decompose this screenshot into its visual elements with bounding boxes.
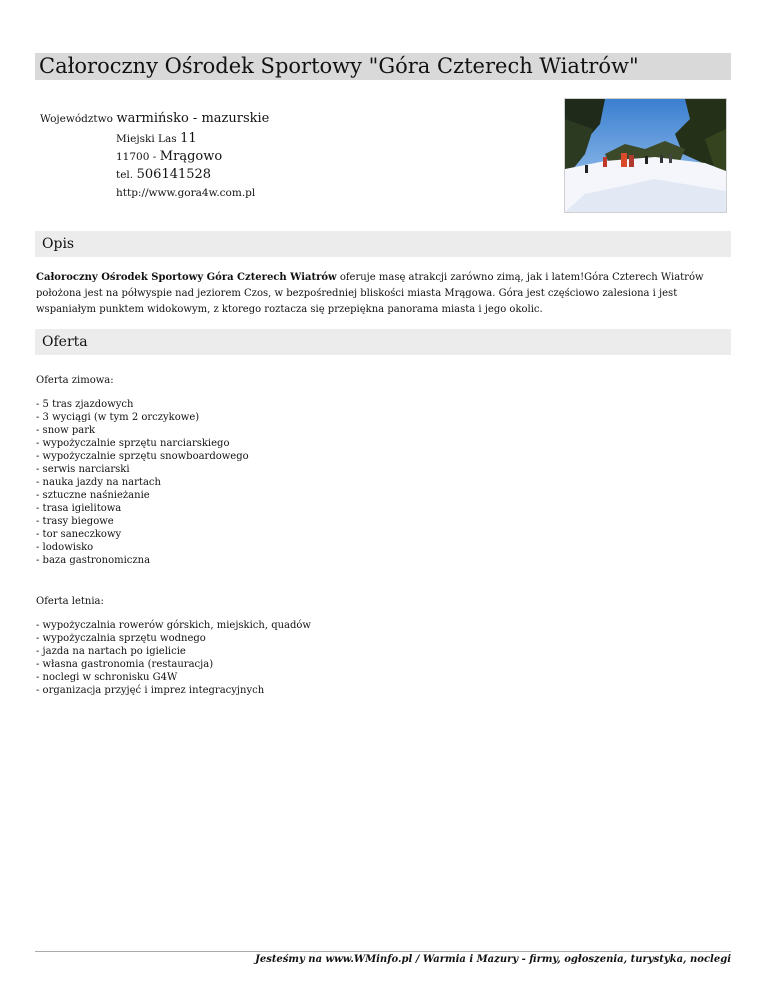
list-item: - tor saneczkowy xyxy=(36,529,122,540)
list-item: - snow park xyxy=(36,425,96,436)
list-item: - sztuczne naśnieżanie xyxy=(36,490,150,501)
title-bar xyxy=(35,53,731,80)
list-item: - baza gastronomiczna xyxy=(36,555,151,566)
description xyxy=(36,270,726,318)
footer-divider xyxy=(35,951,731,952)
list-item: - nauka jazdy na nartach xyxy=(36,477,161,488)
city: Mrągowo xyxy=(159,149,223,164)
list-item: - 5 tras zjazdowych xyxy=(36,399,134,410)
phone-row xyxy=(116,168,211,182)
summer-offer-label: Oferta letnia: xyxy=(36,596,104,607)
resort-photo xyxy=(564,98,727,213)
street-label: Miejski Las xyxy=(116,133,177,145)
list-item: - organizacja przyjęć i imprez integracyjnych xyxy=(36,685,265,696)
list-item: - trasa igielitowa xyxy=(36,503,122,514)
list-item: - wypożyczalnia sprzętu wodnego xyxy=(36,633,206,644)
description-text: oferuje masę atrakcji zarówno zimą, jak i latem!Góra Czterech Wiatrów położona jest na półwyspie nad jeziorem Czos, w bezpośredniej bliskości miasta Mrągowa. Góra jest częściowo zalesiona i jest wspaniałym punktem widokowym, z ktorego roztacza się przepiękna panorama miasta i jego okolic. xyxy=(36,272,704,315)
summer-offer-list xyxy=(36,619,311,697)
list-item: - wypożyczalnia rowerów górskich, miejskich, quadów xyxy=(36,620,311,631)
postcode: 11700 - xyxy=(116,151,157,163)
region-value: warmińsko - mazurskie xyxy=(116,111,270,126)
list-item: - wypożyczalnie sprzętu snowboardowego xyxy=(36,451,249,462)
city-row xyxy=(116,150,222,164)
section-opis-title: Opis xyxy=(42,236,75,252)
region-row xyxy=(40,112,269,126)
winter-offer-label: Oferta zimowa: xyxy=(36,375,114,386)
list-item: - trasy biegowe xyxy=(36,516,114,527)
website-link[interactable]: http://www.gora4w.com.pl xyxy=(116,187,256,199)
phone-label: tel. xyxy=(116,169,134,181)
list-item: - noclegi w schronisku G4W xyxy=(36,672,178,683)
street-number: 11 xyxy=(180,131,197,146)
page-title: Całoroczny Ośrodek Sportowy "Góra Czterech Wiatrów" xyxy=(39,54,639,78)
phone-value: 506141528 xyxy=(136,167,212,182)
list-item: - własna gastronomia (restauracja) xyxy=(36,659,214,670)
section-oferta-header xyxy=(35,329,731,355)
street-row xyxy=(116,132,197,146)
list-item: - lodowisko xyxy=(36,542,94,553)
list-item: - jazda na nartach po igielicie xyxy=(36,646,186,657)
winter-offer-list xyxy=(36,398,249,567)
list-item: - serwis narciarski xyxy=(36,464,130,475)
description-bold-name: Całoroczny Ośrodek Sportowy Góra Czterech Wiatrów xyxy=(36,272,337,283)
section-oferta-title: Oferta xyxy=(42,334,88,350)
section-opis-header xyxy=(35,231,731,257)
list-item: - 3 wyciągi (w tym 2 orczykowe) xyxy=(36,412,200,423)
region-label: Województwo xyxy=(40,113,113,125)
footer-text: Jesteśmy na www.WMinfo.pl / Warmia i Mazury - firmy, ogłoszenia, turystyka, noclegi xyxy=(255,954,731,965)
list-item: - wypożyczalnie sprzętu narciarskiego xyxy=(36,438,230,449)
